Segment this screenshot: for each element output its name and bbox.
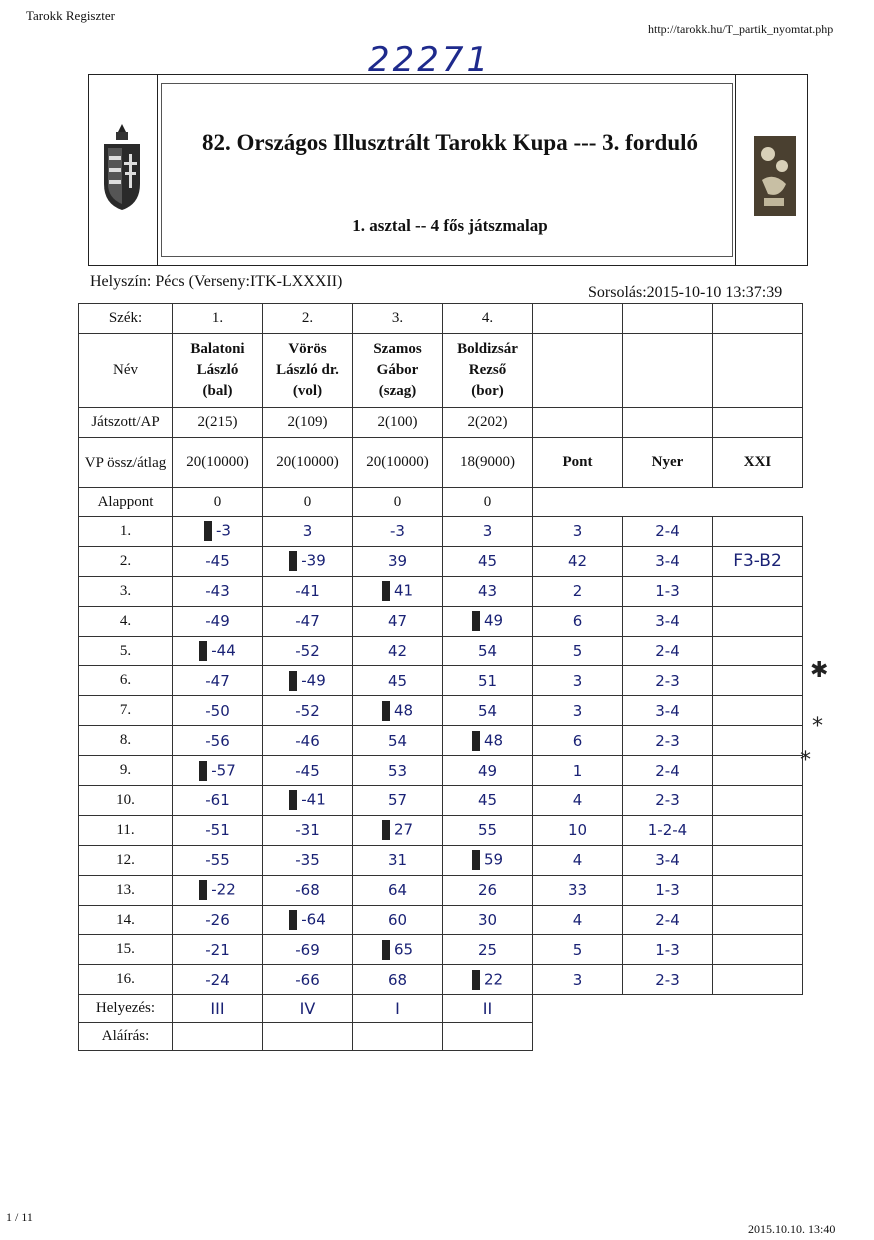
player-name: Szamos Gábor (szag) [353,334,443,408]
score-value: 31 [387,851,408,870]
score-cell [443,576,533,606]
base-value: 0 [353,488,443,517]
seat-number: 2. [263,304,353,334]
dealer-marker-icon [289,910,297,930]
nyer-value: 2-3 [623,666,713,696]
xxi-value [713,786,803,816]
score-cell [353,965,443,995]
nyer-value: 2-4 [623,517,713,547]
score-cell [443,756,533,786]
pont-value: 4 [533,905,623,935]
score-cell [353,905,443,935]
dealer-marker-icon [199,641,207,661]
player-name: Vörös László dr. (vol) [263,334,353,408]
vp-value: 18(9000) [443,438,533,488]
dealer-marker-icon [289,671,297,691]
margin-star-icon: ✱ [810,658,829,683]
score-cell [173,636,263,666]
score-cell [263,696,353,726]
signature-cell [443,1023,533,1051]
location-line: Helyszín: Pécs (Verseny:ITK-LXXXII) [90,273,343,290]
xxi-value [713,576,803,606]
score-value: 51 [477,671,498,690]
score-value: -50 [205,701,230,720]
score-cell [443,546,533,576]
score-cell [443,845,533,875]
seat-number: 1. [173,304,263,334]
signature-cell [353,1023,443,1051]
round-number: 5. [79,636,173,666]
seat-number: 3. [353,304,443,334]
score-value: 26 [477,881,498,900]
score-cell [353,935,443,965]
score-value: 48 [483,731,504,750]
score-cell [173,786,263,816]
score-value: -22 [211,880,236,899]
page-url: http://tarokk.hu/T_partik_nyomtat.php [648,22,834,36]
score-cell [443,517,533,547]
dealer-marker-icon [289,790,297,810]
player-name: Balatoni László (bal) [173,334,263,408]
nyer-value: 2-3 [623,726,713,756]
dealer-marker-icon [472,970,480,990]
title-box [88,74,808,266]
pont-value: 4 [533,786,623,816]
dealer-marker-icon [472,611,480,631]
score-value: 59 [483,850,504,869]
nyer-value: 1-3 [623,576,713,606]
vp-label: VP össz/átlag [79,438,173,488]
score-cell [353,636,443,666]
dealer-marker-icon [472,850,480,870]
score-cell [263,606,353,636]
round-row [79,606,803,636]
round-row [79,696,803,726]
pont-value: 5 [533,935,623,965]
xxi-value [713,606,803,636]
xxi-value [713,875,803,905]
empty-cell [533,995,803,1023]
round-number: 15. [79,935,173,965]
score-value: -56 [205,731,230,750]
xxi-value [713,696,803,726]
score-value: 68 [387,970,408,989]
score-cell [353,546,443,576]
round-row [79,576,803,606]
score-value: -35 [295,851,320,870]
score-value: 47 [387,612,408,631]
dealer-marker-icon [382,940,390,960]
nyer-value: 1-3 [623,875,713,905]
placing-value: II [443,995,533,1023]
pont-value: 3 [533,696,623,726]
handwritten-number: 22271 [368,40,492,80]
score-value: 3 [302,522,313,541]
xxi-header: XXI [713,438,803,488]
dealer-marker-icon [204,521,212,541]
score-cell [353,815,443,845]
score-cell [173,576,263,606]
score-value: -52 [295,701,320,720]
round-row [79,756,803,786]
score-cell [263,576,353,606]
nyer-value: 3-4 [623,606,713,636]
vp-value: 20(10000) [173,438,263,488]
score-value: -64 [301,910,326,929]
round-row [79,935,803,965]
round-number: 7. [79,696,173,726]
nyer-value: 3-4 [623,546,713,576]
nyer-value: 2-4 [623,636,713,666]
seat-label: Szék: [79,304,173,334]
score-value: -49 [301,671,326,690]
name-row [79,334,803,408]
score-value: 25 [477,940,498,959]
round-number: 8. [79,726,173,756]
xxi-value [713,815,803,845]
pont-value: 33 [533,875,623,905]
score-cell [353,666,443,696]
margin-star-icon: * [800,748,811,773]
round-number: 13. [79,875,173,905]
score-value: -43 [205,582,230,601]
score-value: -45 [205,552,230,571]
score-cell [173,845,263,875]
score-value: 60 [387,911,408,930]
score-cell [263,935,353,965]
score-cell [353,875,443,905]
round-number: 10. [79,786,173,816]
score-value: -46 [295,731,320,750]
xxi-value [713,756,803,786]
empty-cell [533,334,623,408]
round-row [79,965,803,995]
name-label: Név [79,334,173,408]
round-number: 3. [79,576,173,606]
signature-cell [173,1023,263,1051]
score-cell [443,905,533,935]
score-cell [173,965,263,995]
app-title: Tarokk Regiszter [26,8,115,23]
dealer-marker-icon [472,731,480,751]
score-value: -49 [205,612,230,631]
score-value: -52 [295,642,320,660]
played-label: Játszott/AP [79,408,173,438]
xxi-value: F3-B2 [713,546,803,576]
xxi-value [713,905,803,935]
empty-cell [713,334,803,408]
score-value: -41 [301,790,326,809]
score-cell [263,875,353,905]
signature-row [79,1023,803,1051]
score-cell [443,606,533,636]
score-value: -47 [295,612,320,631]
round-number: 9. [79,756,173,786]
score-cell [263,965,353,995]
round-number: 14. [79,905,173,935]
placing-value: IV [263,995,353,1023]
score-value: -61 [205,791,230,810]
round-row [79,845,803,875]
round-row [79,726,803,756]
score-cell [263,726,353,756]
score-value: 43 [477,582,498,601]
margin-star-icon: * [812,714,823,739]
nyer-header: Nyer [623,438,713,488]
score-cell [443,696,533,726]
score-cell [353,786,443,816]
vp-row [79,438,803,488]
pont-value: 42 [533,546,623,576]
round-row [79,815,803,845]
empty-cell [533,408,623,438]
score-value: 45 [387,671,408,690]
dealer-marker-icon [382,581,390,601]
score-value: -44 [211,641,236,660]
nyer-value: 2-4 [623,756,713,786]
round-row [79,875,803,905]
dealer-marker-icon [382,820,390,840]
round-number: 12. [79,845,173,875]
pont-value: 2 [533,576,623,606]
base-value: 0 [263,488,353,517]
score-value: 54 [477,701,498,720]
score-value: -41 [295,582,320,601]
played-value: 2(215) [173,408,263,438]
empty-cell [623,304,713,334]
pont-value: 4 [533,845,623,875]
score-sheet-table [78,303,803,1051]
score-cell [263,517,353,547]
round-number: 11. [79,815,173,845]
dealer-marker-icon [289,551,297,571]
score-cell [173,666,263,696]
nyer-value: 1-2-4 [623,815,713,845]
round-row [79,517,803,547]
score-value: -68 [295,881,320,900]
pont-value: 3 [533,517,623,547]
score-value: -47 [205,671,230,690]
score-value: 57 [387,791,408,810]
score-cell [173,546,263,576]
coat-of-arms-icon [100,122,144,212]
page-title: 82. Országos Illusztrált Tarokk Kupa --- 3. forduló [201,130,699,155]
score-value: 53 [387,761,408,780]
played-row [79,408,803,438]
score-cell [353,606,443,636]
score-cell [173,606,263,636]
vp-value: 20(10000) [353,438,443,488]
empty-cell [623,408,713,438]
nyer-value: 3-4 [623,696,713,726]
score-value: 22 [483,970,504,989]
round-number: 2. [79,546,173,576]
score-value: -24 [205,970,230,989]
score-cell [263,636,353,666]
score-cell [173,905,263,935]
score-value: -31 [295,821,320,840]
score-cell [443,965,533,995]
played-value: 2(202) [443,408,533,438]
played-value: 2(109) [263,408,353,438]
score-cell [353,576,443,606]
score-value: 64 [387,881,408,900]
dealer-marker-icon [199,761,207,781]
score-value: 49 [477,761,498,780]
empty-cell [533,1023,803,1051]
empty-cell [623,334,713,408]
score-value: -39 [301,551,326,570]
score-cell [263,666,353,696]
pont-value: 3 [533,666,623,696]
score-cell [263,756,353,786]
score-cell [353,845,443,875]
placing-row [79,995,803,1023]
score-cell [173,935,263,965]
score-cell [443,786,533,816]
score-value: 48 [393,701,414,720]
score-cell [173,875,263,905]
score-value: 27 [393,820,414,839]
score-value: -66 [295,970,320,989]
score-cell [353,726,443,756]
score-value: 49 [483,611,504,630]
score-cell [173,726,263,756]
signature-label: Aláírás: [79,1023,173,1051]
seat-row [79,304,803,334]
pont-value: 6 [533,726,623,756]
score-value: -55 [205,851,230,870]
round-number: 6. [79,666,173,696]
empty-cell [533,304,623,334]
pont-value: 1 [533,756,623,786]
pont-value: 3 [533,965,623,995]
round-row [79,786,803,816]
placing-value: III [173,995,263,1023]
xxi-value [713,845,803,875]
score-cell [443,636,533,666]
round-row [79,905,803,935]
round-number: 16. [79,965,173,995]
score-value: -21 [205,940,230,959]
print-timestamp: 2015.10.10. 13:40 [748,1222,836,1236]
score-cell [263,905,353,935]
nyer-value: 2-3 [623,965,713,995]
vp-value: 20(10000) [263,438,353,488]
score-cell [443,666,533,696]
score-value: 30 [477,911,498,930]
pont-value: 6 [533,606,623,636]
score-cell [443,875,533,905]
round-number: 1. [79,517,173,547]
score-value: -3 [216,521,231,540]
empty-cell [533,488,803,517]
round-row [79,636,803,666]
score-value: 41 [393,581,414,600]
score-cell [353,517,443,547]
played-value: 2(100) [353,408,443,438]
score-value: -51 [205,821,230,840]
score-cell [173,696,263,726]
base-label: Alappont [79,488,173,517]
nyer-value: 1-3 [623,935,713,965]
base-row [79,488,803,517]
draw-timestamp: Sorsolás:2015-10-10 13:37:39 [588,284,783,301]
score-cell [353,696,443,726]
score-cell [263,546,353,576]
score-value: 39 [387,552,408,571]
xxi-value [713,935,803,965]
pont-value: 10 [533,815,623,845]
seat-number: 4. [443,304,533,334]
score-value: -69 [295,940,320,959]
base-value: 0 [443,488,533,517]
round-row [79,666,803,696]
placing-label: Helyezés: [79,995,173,1023]
score-value: 3 [482,522,493,541]
score-cell [263,786,353,816]
nyer-value: 3-4 [623,845,713,875]
round-number: 4. [79,606,173,636]
xxi-value [713,726,803,756]
page-number: 1 / 11 [6,1210,33,1224]
score-cell [263,815,353,845]
score-value: -45 [295,761,320,780]
base-value: 0 [173,488,263,517]
score-cell [443,726,533,756]
score-value: -26 [205,911,230,930]
score-value: 65 [393,940,414,959]
score-value: 55 [477,821,498,840]
xxi-value [713,666,803,696]
score-value: 54 [477,642,498,660]
round-row [79,546,803,576]
score-cell [443,815,533,845]
score-value: 54 [387,731,408,750]
score-cell [173,815,263,845]
nyer-value: 2-4 [623,905,713,935]
dealer-marker-icon [199,880,207,900]
score-cell [263,845,353,875]
signature-cell [263,1023,353,1051]
page-subtitle: 1. asztal -- 4 fős játszmalap [352,216,548,235]
score-cell [173,517,263,547]
empty-cell [713,408,803,438]
score-cell [443,935,533,965]
score-value: -57 [211,761,236,780]
score-value: 45 [477,791,498,810]
dealer-marker-icon [382,701,390,721]
score-cell [353,756,443,786]
pont-value: 5 [533,636,623,666]
score-cell [173,756,263,786]
empty-cell [713,304,803,334]
pont-header: Pont [533,438,623,488]
tarokk-logo-icon [754,136,796,216]
score-value: 42 [387,642,408,660]
player-name: Boldizsár Rezső (bor) [443,334,533,408]
rounds-body [79,517,803,995]
score-value: 45 [477,552,498,571]
xxi-value [713,636,803,666]
xxi-value [713,517,803,547]
nyer-value: 2-3 [623,786,713,816]
xxi-value [713,965,803,995]
score-value: -3 [390,522,405,541]
placing-value: I [353,995,443,1023]
